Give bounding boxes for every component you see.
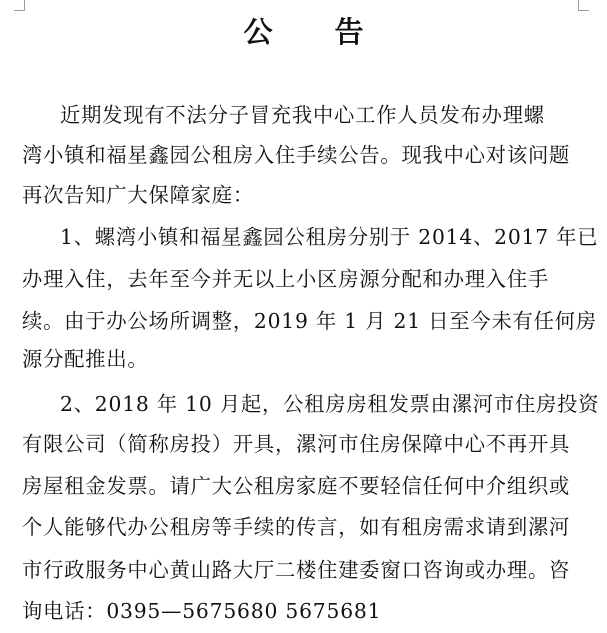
paragraph-line-3: 再次告知广大保障家庭： (22, 183, 254, 207)
paragraph-line-1: 近期发现有不法分子冒充我中心工作人员发布办理螺 (60, 103, 545, 127)
document-title: 公 告 (243, 15, 390, 49)
paragraph-line-7: 源分配推出。 (22, 347, 149, 371)
paragraph-line-5: 办理入住，去年至今并无以上小区房源分配和办理入住手 (22, 267, 550, 291)
paragraph-line-10: 房屋租金发票。请广大公租房家庭不要轻信任何中介组织或 (22, 474, 571, 498)
paragraph-line-12: 市行政服务中心黄山路大厅二楼住建委窗口咨询或办理。咨 (22, 558, 571, 582)
paragraph-line-6: 续。由于办公场所调整，2019 年 1 月 21 日至今未有任何房 (22, 309, 597, 333)
paragraph-line-9: 有限公司（简称房投）开具，漯河市住房保障中心不再开具 (22, 432, 571, 456)
paragraph-line-13: 询电话：0395—5675680 5675681 (22, 599, 382, 623)
paragraph-line-11: 个人能够代办公租房等手续的传言，如有租房需求请到漯河 (22, 515, 571, 539)
paragraph-line-2: 湾小镇和福星鑫园公租房入住手续公告。现我中心对该问题 (22, 143, 571, 167)
paragraph-line-8: 2、2018 年 10 月起，公租房房租发票由漯河市住房投资 (60, 392, 600, 416)
paragraph-line-4: 1、螺湾小镇和福星鑫园公租房分别于 2014、2017 年已 (60, 225, 599, 249)
